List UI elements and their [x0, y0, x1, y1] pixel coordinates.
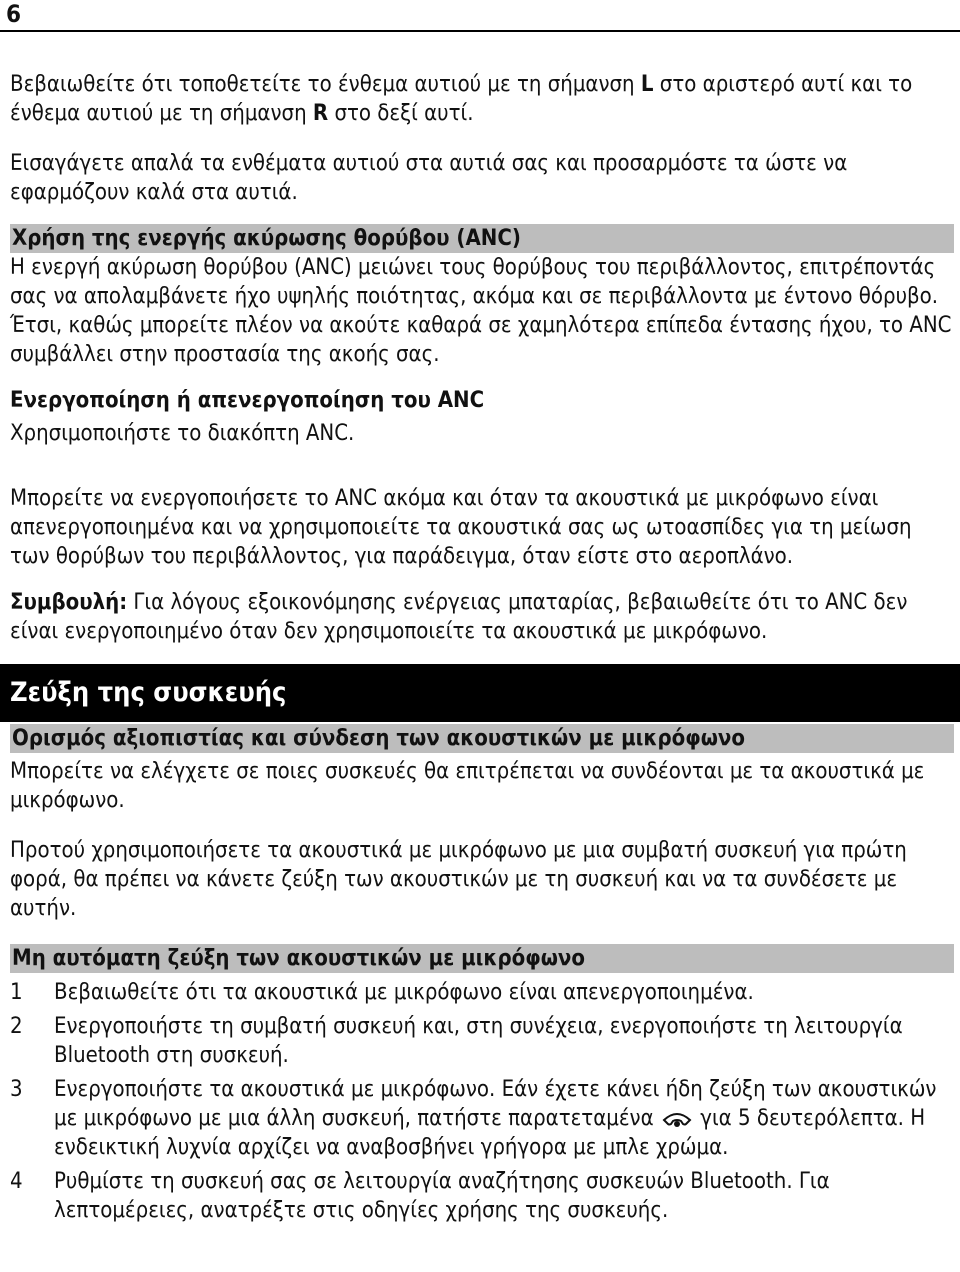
left-mark: L [640, 72, 654, 97]
step-number: 2 [10, 1014, 23, 1039]
list-item [10, 1012, 954, 1070]
step-text: Ρυθμίστε τη συσκευή σας σε λειτουργία αναζήτησης συσκευών Bluetooth. Για λεπτομέρειες, ανατρέξτε στις οδηγίες χρήσης της συσκευής. [54, 1169, 830, 1223]
pairing-subheading-2: Μη αυτόματη ζεύξη των ακουστικών με μικρόφωνο [10, 944, 954, 973]
pairing-paragraph-1: Μπορείτε να ελέγχετε σε ποιες συσκευές θα επιτρέπεται να συνδέονται με τα ακουστικά με μικρόφωνο. [10, 759, 925, 813]
step-text: για 5 δευτερόλεπτα. Η ενδεικτική λυχνία αρχίζει να αναβοσβήνει γρήγορα με μπλε χρώμα. [54, 1106, 926, 1160]
step-text: Ενεργοποιήστε τα ακουστικά με μικρόφωνο. Εάν έχετε κάνει ήδη ζεύξη των ακουστικών με μικρόφωνο με μια άλλη συσκευή, πατήστε παρατεταμένα [54, 1077, 937, 1131]
step-text: Βεβαιωθείτε ότι τα ακουστικά με μικρόφωνο είναι απενεργοποιημένα. [54, 980, 754, 1005]
intro-paragraph-2: Εισαγάγετε απαλά τα ενθέματα αυτιού στα αυτιά σας και προσαρμόστε τα ώστε να εφαρμόζουν καλά στα αυτιά. [10, 151, 848, 205]
pairing-heading: Ζεύξη της συσκευής [0, 664, 960, 722]
anc-heading: Χρήση της ενεργής ακύρωσης θορύβου (ANC) [10, 224, 954, 253]
pairing-subheading-1: Ορισμός αξιοπιστίας και σύνδεση των ακουστικών με μικρόφωνο [10, 724, 954, 753]
tip-paragraph [10, 588, 954, 646]
list-item [10, 978, 954, 1007]
anc-subheading: Ενεργοποίηση ή απενεργοποίηση του ANC [10, 388, 485, 413]
text-span: στο δεξί αυτί. [328, 101, 474, 126]
step-number: 1 [10, 980, 23, 1005]
anc-switch-text: Χρησιμοποιήστε το διακόπτη ANC. [10, 421, 355, 446]
step-number: 3 [10, 1077, 23, 1102]
call-key-icon [660, 1107, 694, 1129]
text-span: στο αριστερό αυτί και το ένθεμα αυτιού με τη σήμανση [10, 72, 913, 126]
step-text: Ενεργοποιήστε τη συμβατή συσκευή και, στη συνέχεια, ενεργοποιήστε τη λειτουργία Bluetooth στη συσκευή. [54, 1014, 903, 1068]
anc-body-2: Μπορείτε να ενεργοποιήσετε το ANC ακόμα και όταν τα ακουστικά με μικρόφωνο είναι απενεργοποιημένα και να χρησιμοποιείτε τα ακουστικά σας ως ωτοασπίδες για τη μείωση των θορύβων του περιβάλλοντος, για παράδειγμα, όταν είστε στο αεροπλάνο. [10, 486, 912, 569]
list-item [10, 1075, 954, 1162]
header-rule [0, 30, 960, 32]
text-span: Βεβαιωθείτε ότι τοποθετείτε το ένθεμα αυτιού με τη σήμανση [10, 72, 641, 97]
pairing-paragraph-2: Προτού χρησιμοποιήσετε τα ακουστικά με μικρόφωνο με μια συμβατή συσκευή για πρώτη φορά, θα πρέπει να κάνετε ζεύξη των ακουστικών με τη συσκευή και να τα συνδέσετε με αυτήν. [10, 838, 907, 921]
tip-label: Συμβουλή: [10, 590, 128, 615]
anc-body: Η ενεργή ακύρωση θορύβου (ANC) μειώνει τους θορύβους του περιβάλλοντος, επιτρέποντάς σας να απολαμβάνετε ήχο υψηλής ποιότητας, ακόμα και σε περιβάλλοντα με έντονο θόρυβο. Έτσι, καθώς μπορείτε πλέον να ακούτε καθαρά σε χαμηλότερα επίπεδα έντασης ήχου, το ANC συμβάλλει στην προστασία της ακοής σας. [10, 255, 952, 367]
pairing-steps [10, 978, 954, 1225]
tip-text: Για λόγους εξοικονόμησης ενέργειας μπαταρίας, βεβαιωθείτε ότι το ANC δεν είναι ενεργοποιημένο όταν δεν χρησιμοποιείτε τα ακουστικά με μικρόφωνο. [10, 590, 908, 644]
page-number: 6 [6, 0, 22, 28]
list-item [10, 1167, 954, 1225]
right-mark: R [312, 101, 329, 126]
intro-paragraph-1 [10, 70, 954, 128]
page-content [10, 70, 954, 1225]
step-number: 4 [10, 1169, 23, 1194]
